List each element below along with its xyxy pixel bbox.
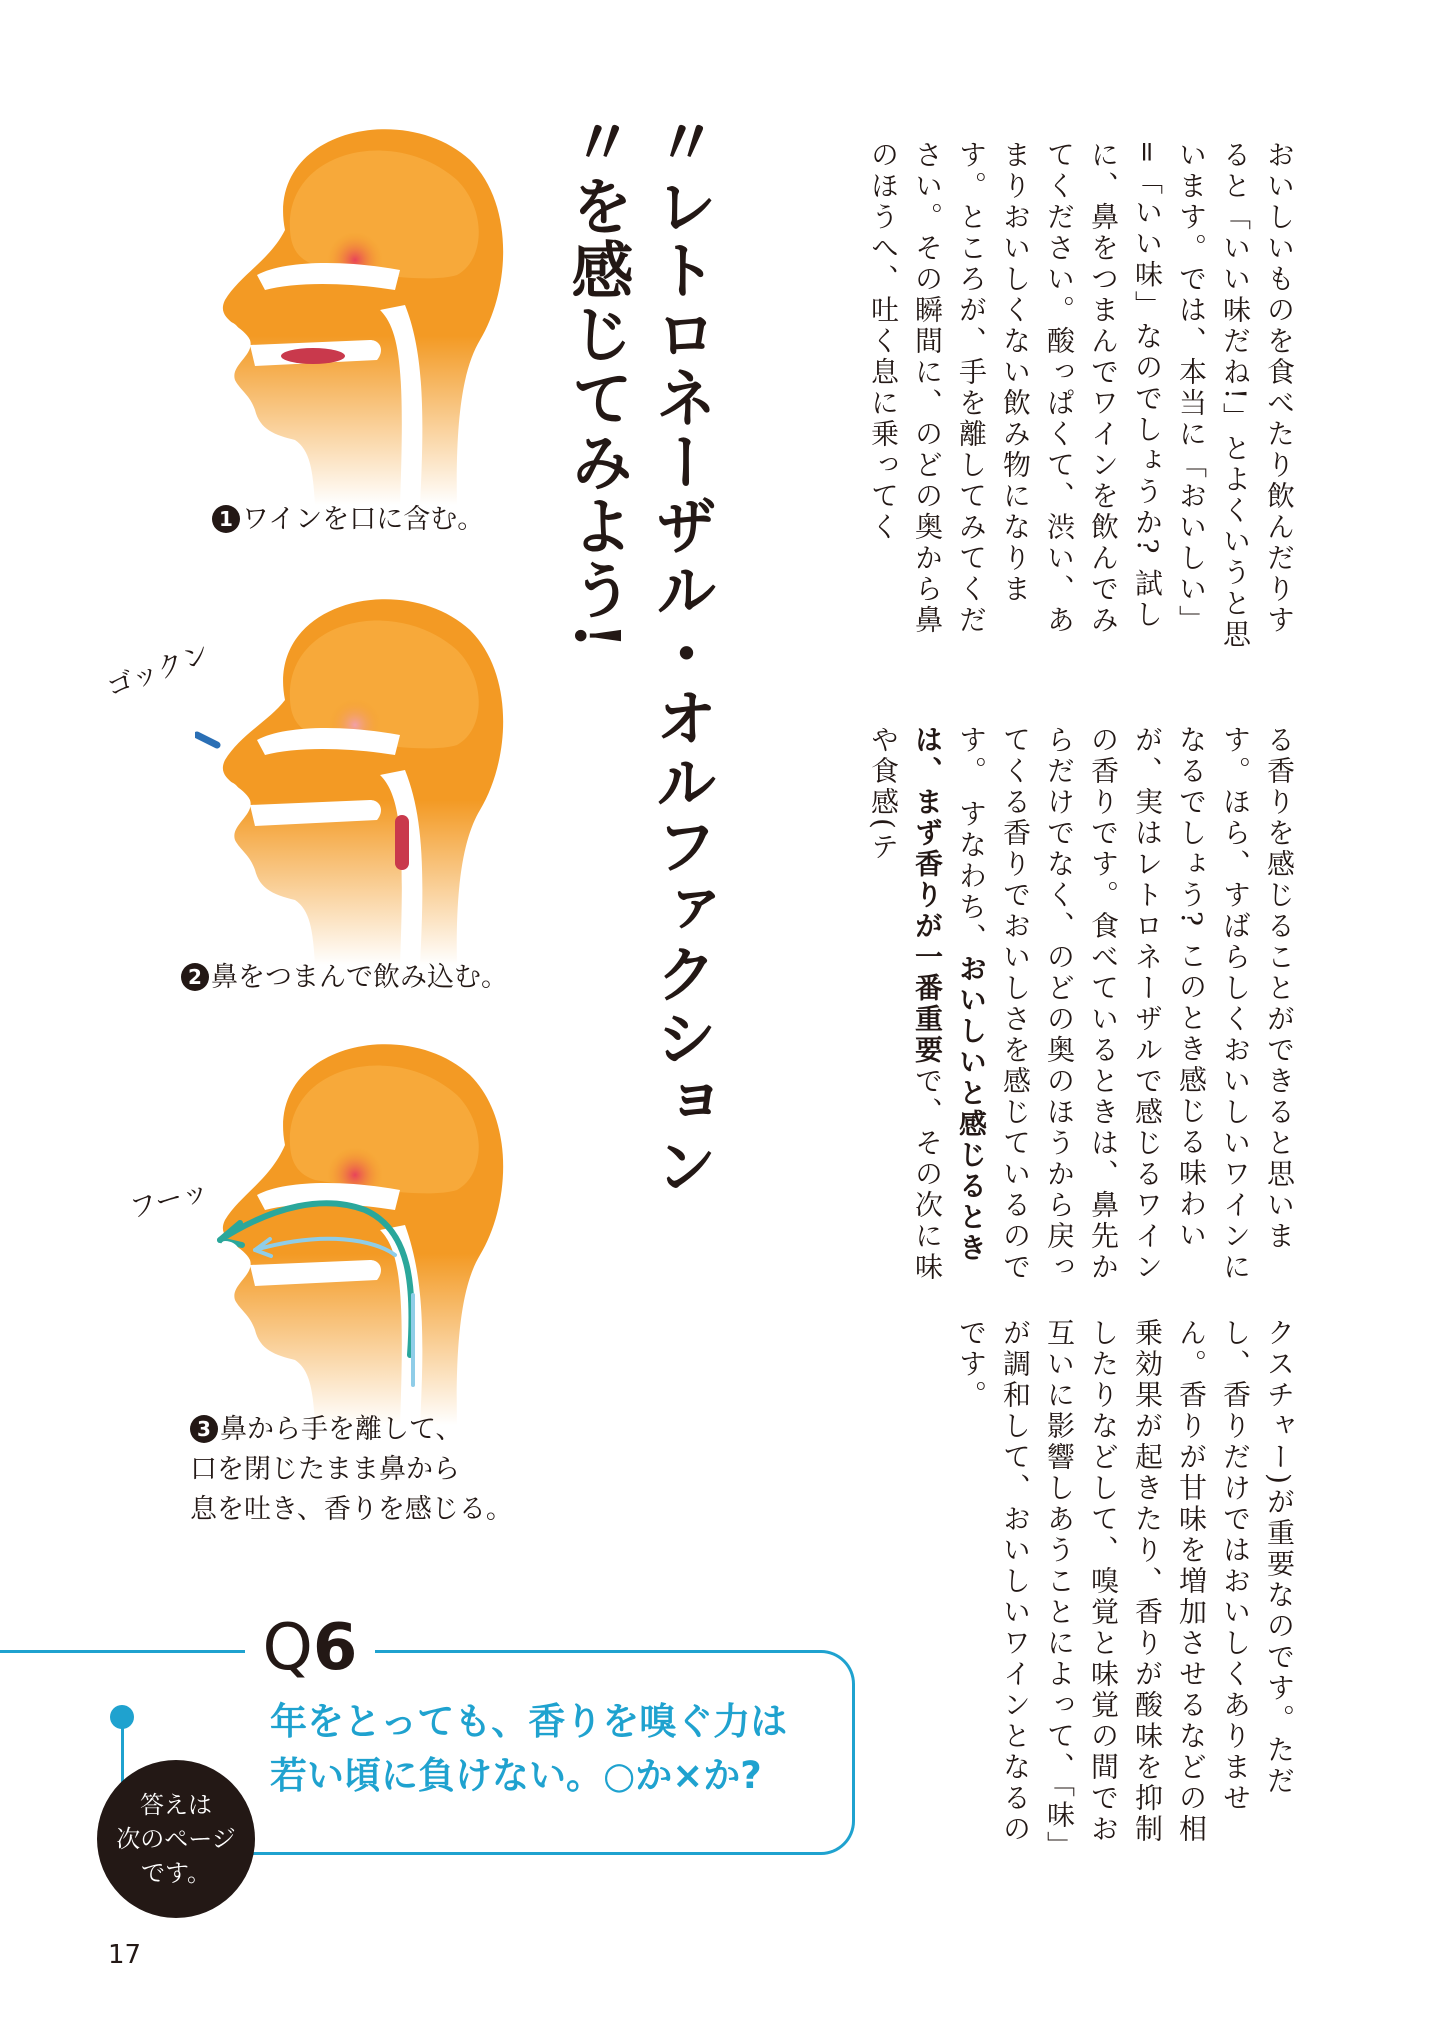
paragraph-intro: おいしいものを食べたり飲んだりすると「いい味だね!」とよくいうと思います。では、本当に「おいしい」=「いい味」なのでしょうか? 試しに、鼻をつまんでワインを飲んでみてください。酸っぱくて、渋い、あまりおいしくない飲み物になります。ところが、手を離してみてください。その瞬間に、のどの奥から鼻のほうへ、吐く息に乗ってく: [867, 140, 1296, 651]
quiz-number-digit: 6: [312, 1611, 358, 1685]
step-number-3: 3: [190, 1415, 218, 1443]
emphasis-aroma-most-important: おいしいと感じるときは、まず香りが一番重要: [911, 725, 988, 1264]
answer-line1: 答えは: [140, 1791, 212, 1819]
quiz-question: [270, 1695, 830, 1803]
quiz-question-line2: 若い頃に負けない。○か×か?: [270, 1754, 762, 1797]
nose-hand: [223, 325, 237, 358]
wine-in-throat: [395, 815, 409, 870]
caption-step2: [181, 958, 508, 998]
nose-hand: [223, 785, 237, 818]
wine-in-mouth: [281, 348, 345, 364]
paragraph-retronasal: [845, 725, 1301, 1290]
sfx-swallow: ゴックン: [102, 637, 214, 704]
caption-step1-text: ワインを口に含む。: [242, 504, 485, 535]
answer-next-page-badge: [97, 1760, 255, 1918]
answer-badge-text: [116, 1788, 236, 1890]
finger-pinching-nose: [197, 735, 217, 745]
step-number-2: 2: [181, 963, 209, 991]
caption-step3: [190, 1410, 513, 1530]
page-heading: 〃レトロネーザル・オルファクション〃を感じてみよう!: [561, 110, 718, 1198]
quiz-number-q: Q: [262, 1611, 313, 1685]
answer-line2: 次のページ: [116, 1825, 236, 1853]
page-number: 17: [108, 1940, 142, 1970]
caption-step3-line1: [190, 1410, 513, 1450]
nose-hand: [223, 1245, 237, 1278]
answer-line3: です。: [140, 1859, 212, 1887]
paragraph-texture: クスチャー)が重要なのです。ただし、香りだけではおいしくありません。香りが甘味を増加させるなどの相乗効果が起きたり、香りが酸味を抑制したりなどして、嗅覚と味覚の間でお互いに影響しあうことによって、「味」が調和して、おいしいワインとなるのです。: [955, 1318, 1296, 1848]
sfx-exhale: フーッ: [126, 1175, 213, 1225]
quiz-question-line1: 年をとっても、香りを嗅ぐ力は: [270, 1700, 788, 1743]
paragraph-retronasal-text-end: で、その次に味や食感(テ: [867, 725, 944, 1283]
illustration-step3-head: [195, 1025, 515, 1425]
caption-step3-line2: 口を閉じたまま鼻から: [190, 1454, 460, 1485]
quiz-dot: [110, 1705, 134, 1729]
quiz-number: [245, 1603, 375, 1693]
step-number-1: 1: [212, 505, 240, 533]
illustration-step1-head: [195, 110, 515, 505]
paragraph-retronasal-text: る香りを感じることができると思います。ほら、すばらしくおいしいワインになるでしょう? このとき感じる味わいが、実はレトロネーザルで感じるワインの香りです。食べているときは、鼻先からだけでなく、のどの奥のほうから戻ってくる香りでおいしさを感じているのです。 すなわち、: [955, 725, 1296, 1283]
caption-step3-line1-text: 鼻から手を離して、: [220, 1414, 463, 1445]
caption-step3-line3: 息を吐き、香りを感じる。: [190, 1494, 513, 1525]
caption-step2-text: 鼻をつまんで飲み込む。: [211, 962, 508, 993]
caption-step1: [212, 500, 484, 540]
illustration-step2-head: [195, 580, 515, 965]
